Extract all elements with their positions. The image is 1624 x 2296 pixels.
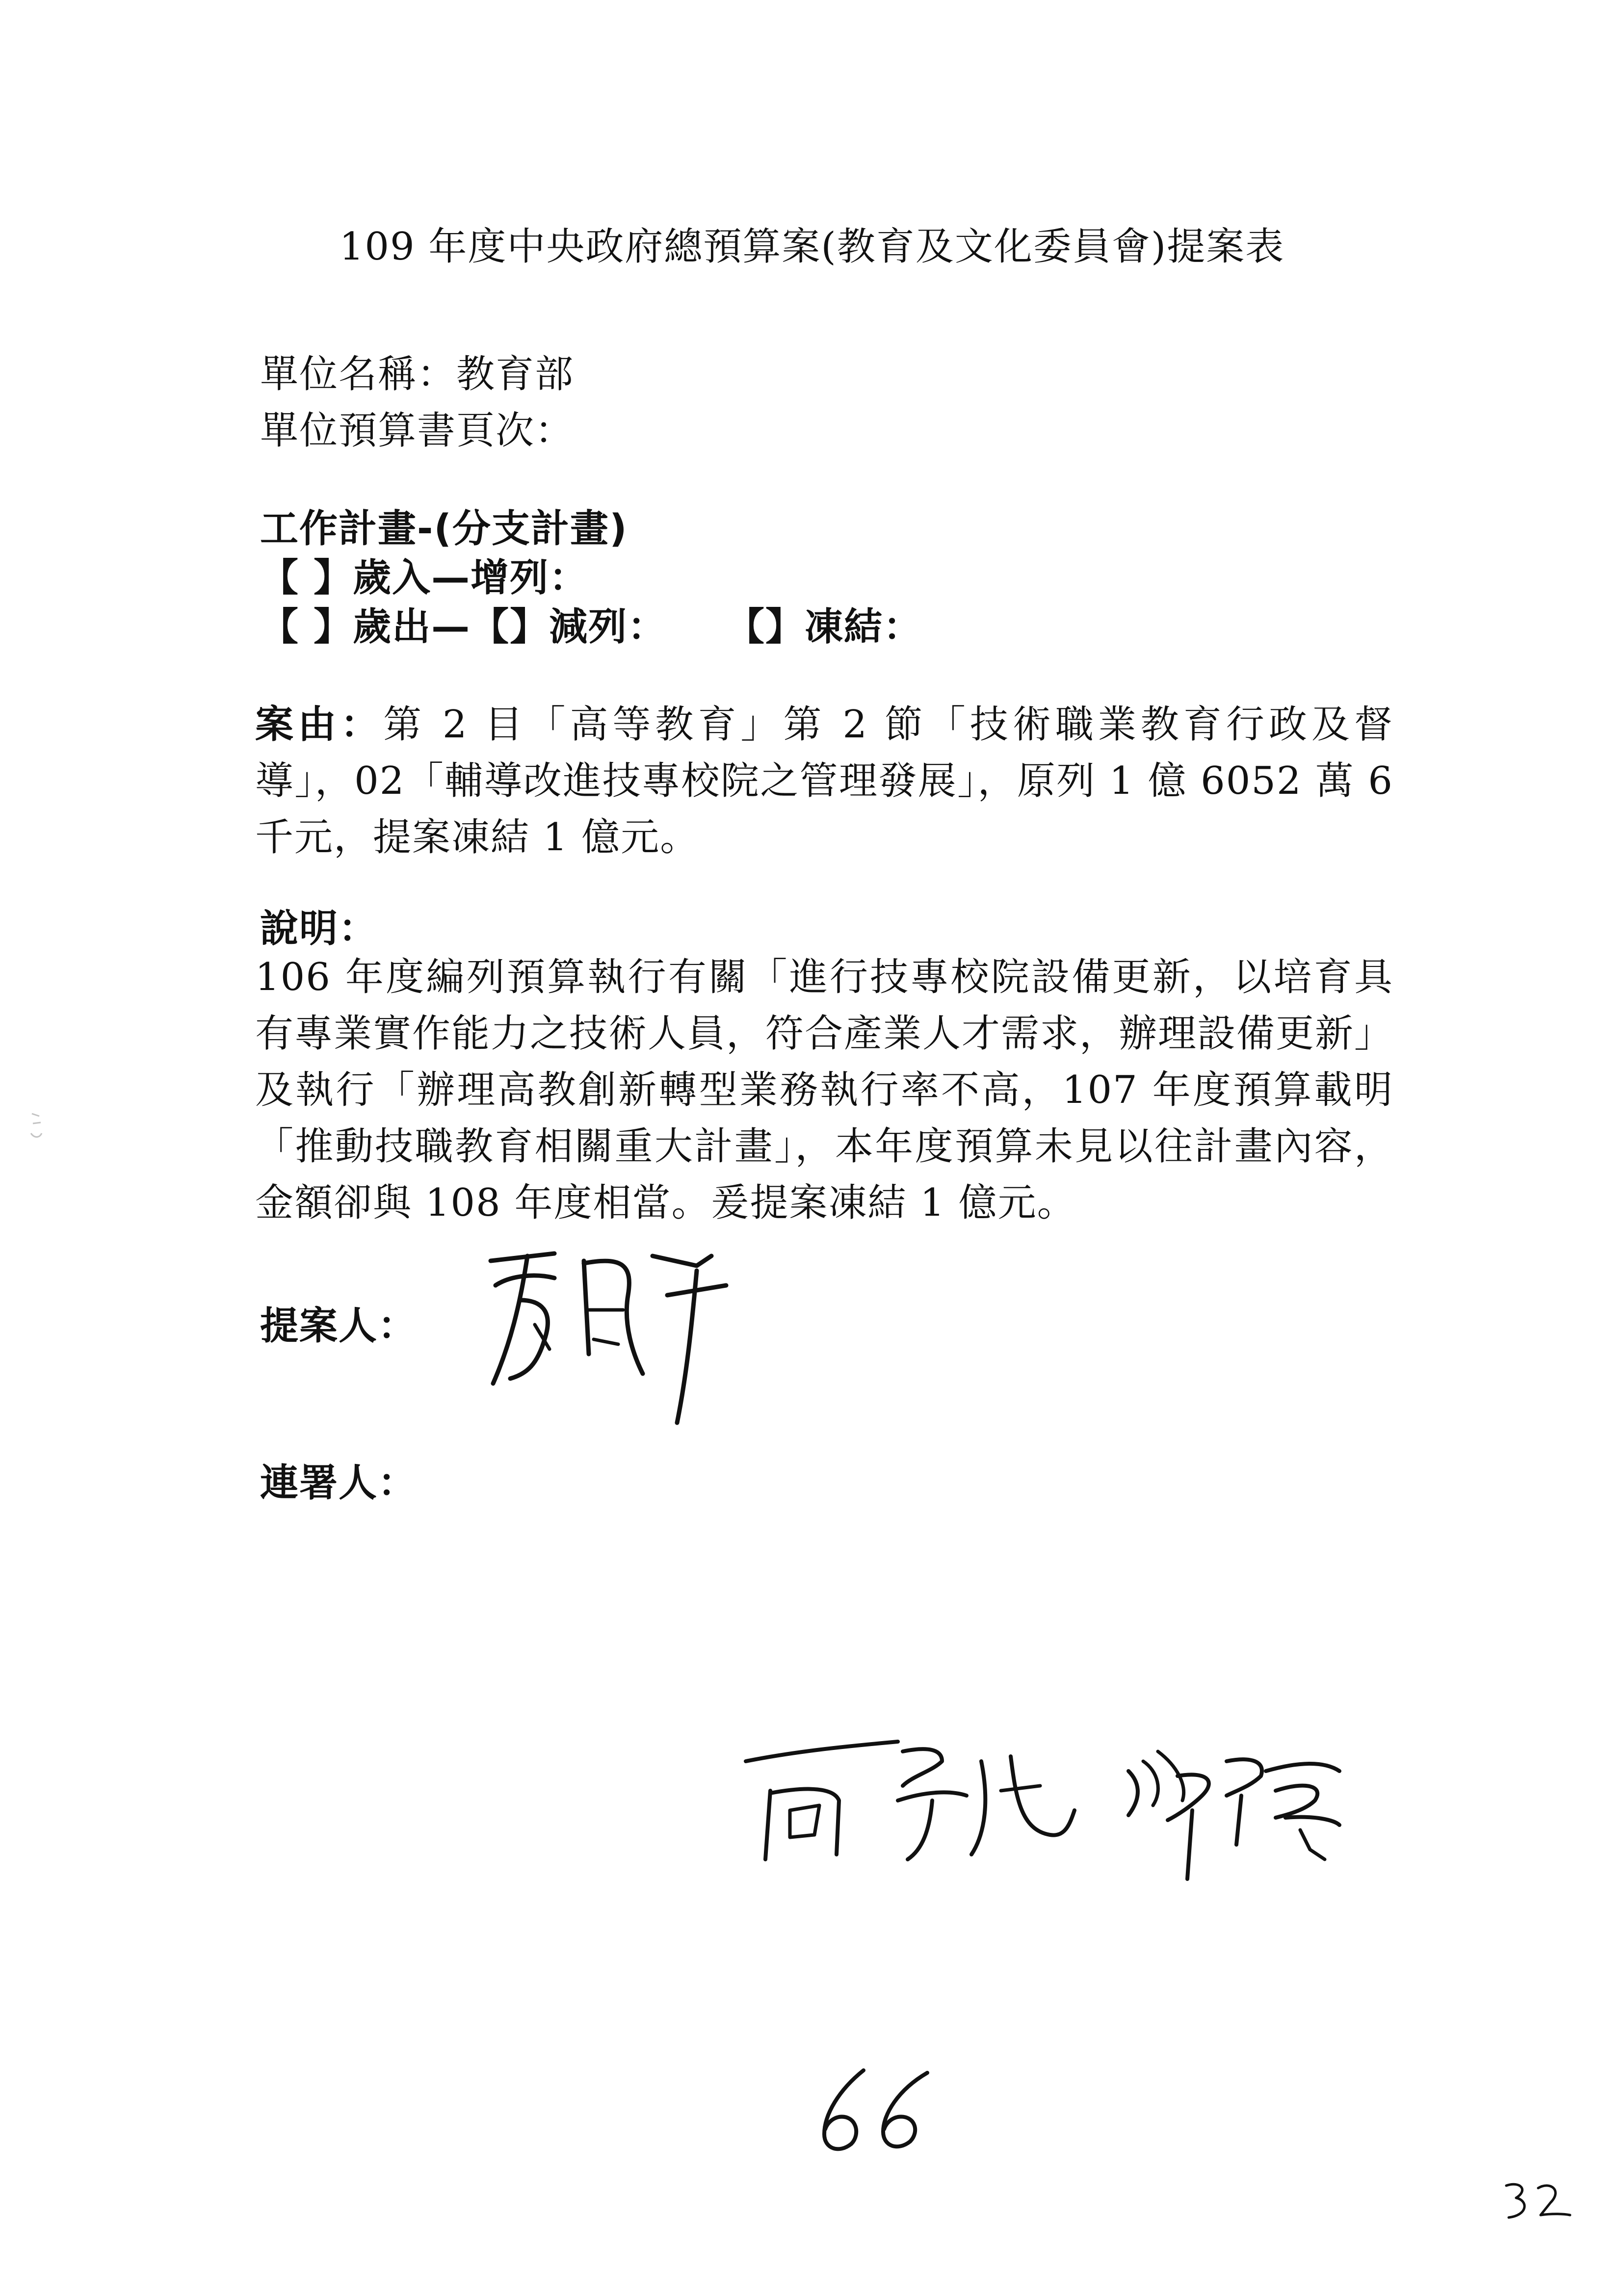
handwritten-corner-number [1501,2178,1575,2222]
cosigner-label: 連署人： [260,1461,418,1505]
work-plan-heading: 工作計畫-(分支計畫) [260,507,628,551]
case-paragraph [255,697,1393,866]
proposer-label: 提案人： [260,1304,418,1348]
revenue-line: 【 】歲入—增列： [260,556,589,600]
unit-budget-page: 單位預算書頁次： [260,409,575,453]
cosigner-signatures [736,1732,1447,1894]
margin-speck [27,1109,47,1143]
proposer-signature [481,1226,756,1433]
handwritten-page-number [810,2061,967,2159]
case-label: 案由： [255,703,384,747]
unit-name: 單位名稱：教育部 [260,352,575,396]
case-text: 第 2 目「高等教育」第 2 節「技術職業教育行政及督導」，02「輔導改進技專校院之管理發展」，原列 1 億 6052 萬 6 千元，提案凍結 1 億元。 [255,703,1393,860]
document-title: 109 年度中央政府總預算案(教育及文化委員會)提案表 [339,225,1285,269]
freeze-line: 【】凍結： [726,605,923,649]
explanation-text: 106 年度編列預算執行有關「進行技專校院設備更新，以培育具有專業實作能力之技術人員，符合產業人才需求，辦理設備更新」及執行「辦理高教創新轉型業務執行率不高，107 年度預算載明「推動技職教育相關重大計畫」，本年度預算未見以往計畫內容，金額卻與 108 年度相當。爰提案凍結 1 億元。 [255,955,1394,1225]
explanation-label: 說明： [260,907,378,951]
expenditure-line: 【 】歲出—【】減列： [260,605,667,649]
speck-mark [27,1109,47,1143]
